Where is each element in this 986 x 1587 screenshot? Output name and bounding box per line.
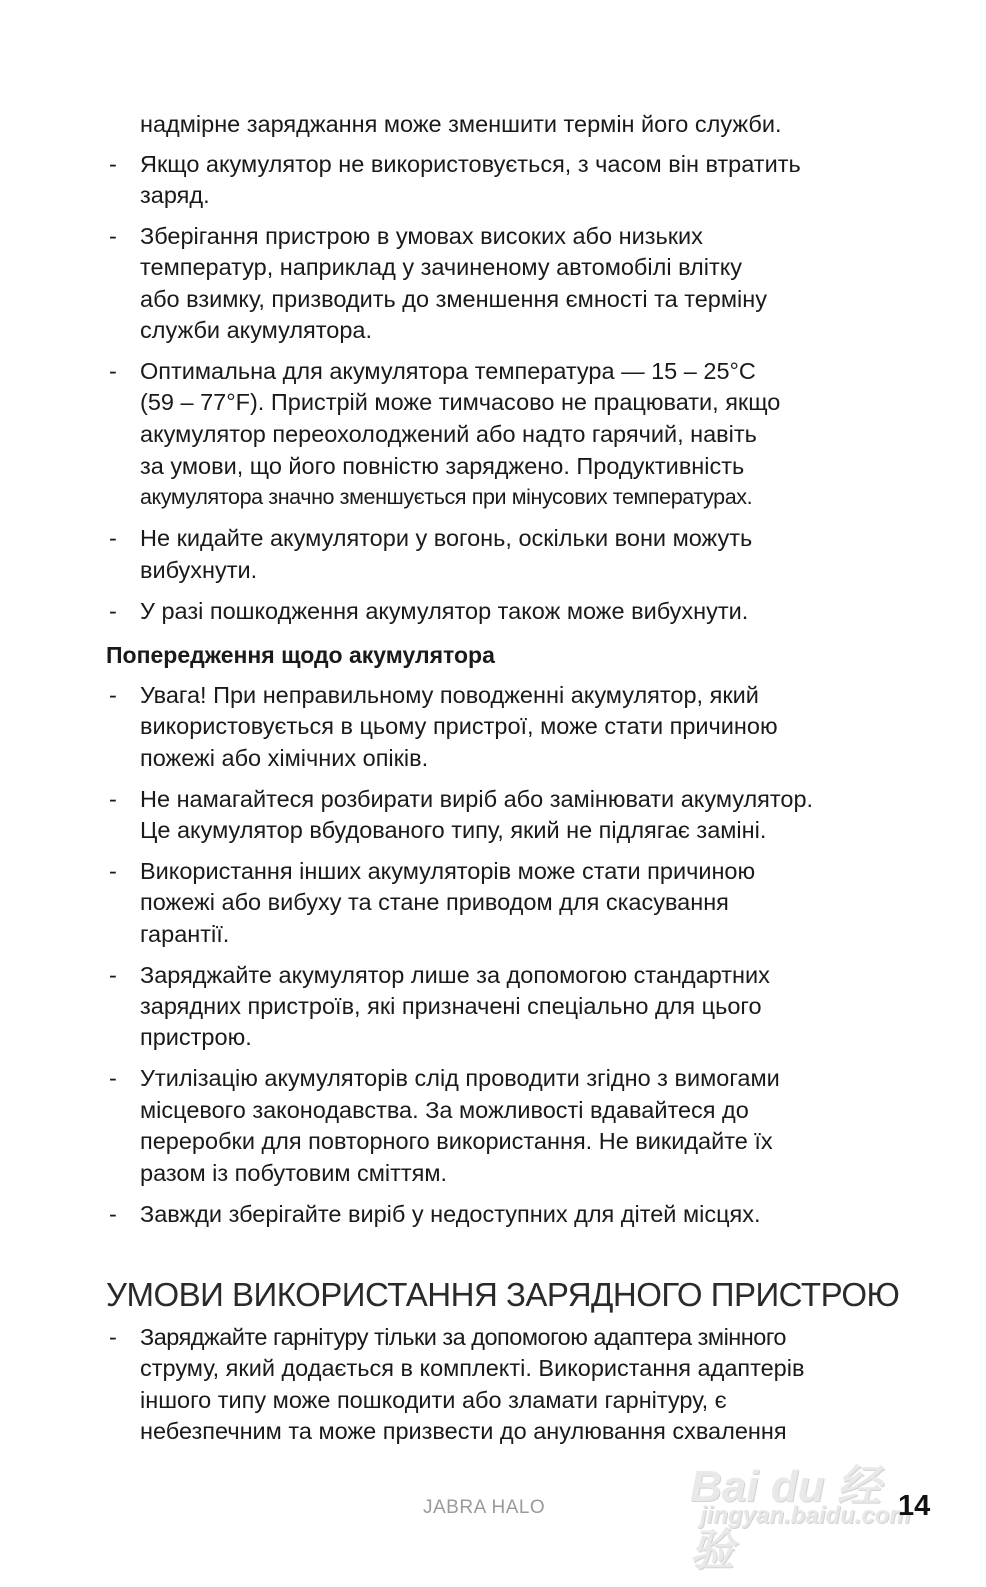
list-item-line: акумулятор переохолоджений або надто гарячий, навіть (140, 421, 757, 447)
list-item-line: переробки для повторного використання. Не викидайте їх (140, 1128, 773, 1154)
bullet-dash: - (109, 858, 117, 884)
watermark-logo-text: Bai du 经验 (690, 1462, 881, 1575)
list-item-line: Це акумулятор вбудованого типу, який не підлягає заміні. (140, 817, 767, 843)
list-item-line: використовується в цьому пристрої, може стати причиною (140, 713, 778, 739)
bullet-dash: - (109, 962, 117, 988)
bullet-dash: - (109, 358, 117, 384)
watermark-url: jingyan.baidu.com (700, 1502, 911, 1529)
list-item-line: служби акумулятора. (140, 317, 373, 343)
bullet-dash: - (109, 223, 117, 249)
list-item-line: Увага! При неправильному поводженні акумулятор, який (140, 682, 759, 708)
list-item-line: за умови, що його повністю заряджено. Продуктивність (140, 453, 745, 479)
section-title: УМОВИ ВИКОРИСТАННЯ ЗАРЯДНОГО ПРИСТРОЮ (106, 1276, 900, 1313)
bullet-dash: - (109, 151, 117, 177)
list-item-line: Використання інших акумуляторів може стати причиною (140, 858, 756, 884)
list-item-line: або взимку, призводить до зменшення ємності та терміну (140, 286, 767, 312)
list-item-line: Заряджайте акумулятор лише за допомогою стандартних (140, 962, 770, 988)
intro-line: надмірне заряджання може зменшити термін його служби. (140, 111, 782, 137)
list-item-line: пожежі або вибуху та стане приводом для скасування (140, 889, 729, 915)
list-item-line: місцевого законодавства. За можливості вдавайтеся до (140, 1097, 749, 1123)
page-number: 14 (898, 1490, 931, 1522)
baidu-watermark (690, 1450, 920, 1575)
list-item-line: Заряджайте гарнітуру тільки за допомогою адаптера змінного (140, 1324, 786, 1350)
list-item-line: гарантії. (140, 921, 230, 947)
bullet-dash: - (109, 1201, 117, 1227)
list-item-line: заряд. (140, 182, 210, 208)
list-item-line: Якщо акумулятор не використовується, з часом він втратить (140, 151, 801, 177)
list-item-line: У разі пошкодження акумулятор також може вибухнути. (140, 598, 749, 624)
list-item-line: струму, який додається в комплекті. Використання адаптерів (140, 1355, 805, 1381)
bullet-dash: - (109, 1065, 117, 1091)
list-item-line: разом із побутовим сміттям. (140, 1160, 448, 1186)
list-item-line: вибухнути. (140, 557, 258, 583)
list-item-line: акумулятора значно зменшується при мінусових температурах. (140, 485, 753, 509)
warning-heading: Попередження щодо акумулятора (106, 642, 495, 668)
bullet-dash: - (109, 1324, 117, 1350)
list-item-line: зарядних пристроїв, які призначені спеціально для цього (140, 993, 762, 1019)
bullet-dash: - (109, 525, 117, 551)
footer-brand: JABRA HALO (423, 1497, 546, 1518)
bullet-dash: - (109, 598, 117, 624)
list-item-line: пожежі або хімічних опіків. (140, 745, 429, 771)
bullet-dash: - (109, 786, 117, 812)
list-item-line: Не кидайте акумулятори у вогонь, оскільки вони можуть (140, 525, 753, 551)
list-item-line: Не намагайтеся розбирати виріб або замінювати акумулятор. (140, 786, 814, 812)
list-item-line: (59 – 77°F). Пристрій може тимчасово не працювати, якщо (140, 389, 781, 415)
list-item-line: Зберігання пристрою в умовах високих або низьких (140, 223, 703, 249)
list-item-line: Утилізацію акумуляторів слід проводити згідно з вимогами (140, 1065, 780, 1091)
list-item-line: іншого типу може пошкодити або зламати гарнітуру, є (140, 1387, 727, 1413)
list-item-line: пристрою. (140, 1024, 252, 1050)
list-item-line: Оптимальна для акумулятора температура — 15 – 25°C (140, 358, 756, 384)
list-item-line: небезпечним та може призвести до анулювання схвалення (140, 1418, 787, 1444)
list-item-line: Завжди зберігайте виріб у недоступних для дітей місцях. (140, 1201, 761, 1227)
bullet-dash: - (109, 682, 117, 708)
list-item-line: температур, наприклад у зачиненому автомобілі влітку (140, 254, 743, 280)
